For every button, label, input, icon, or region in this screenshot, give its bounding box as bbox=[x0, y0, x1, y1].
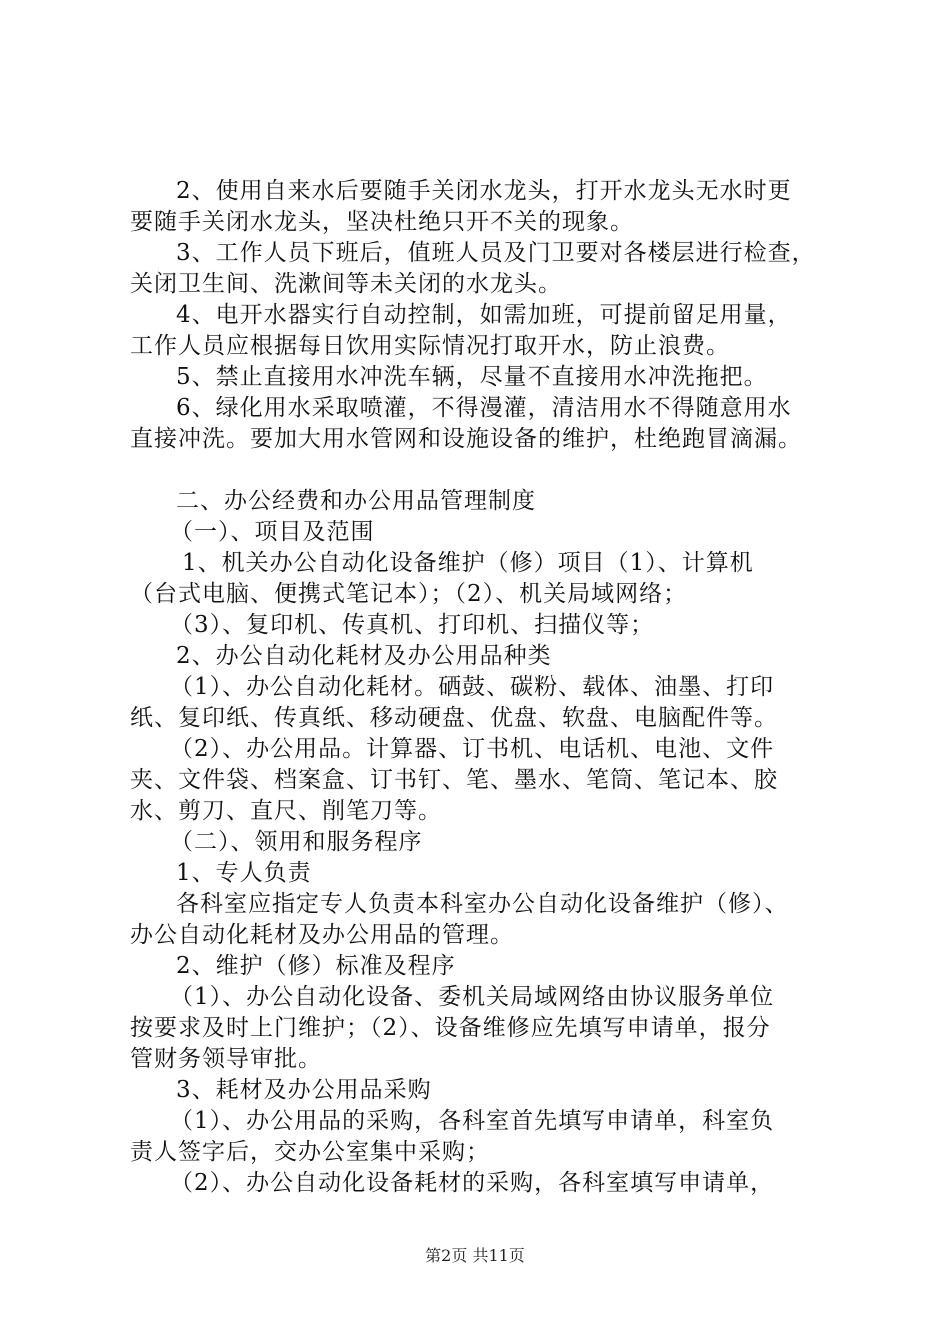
text-line: 2、维护（修）标准及程序 bbox=[176, 953, 456, 979]
text-line: 5、禁止直接用水冲洗车辆，尽量不直接用水冲洗拖把。 bbox=[176, 364, 768, 390]
text-line: （1）、办公自动化设备、委机关局域网络由协议服务单位 bbox=[170, 984, 775, 1010]
text-line: 要随手关闭水龙头，坚决杜绝只开不关的现象。 bbox=[130, 209, 634, 235]
text-line: （台式电脑、便携式笔记本）；（2）、机关局域网络； bbox=[130, 581, 688, 607]
text-line: 责人签字后，交办公室集中采购； bbox=[130, 1139, 490, 1165]
text-line: 各科室应指定专人负责本科室办公自动化设备维护（修）、 bbox=[176, 891, 789, 917]
text-line: 2、办公自动化耗材及办公用品种类 bbox=[176, 643, 552, 669]
subsection-heading: （二）、领用和服务程序 bbox=[170, 829, 423, 855]
text-line: （1）、办公自动化耗材。硒鼓、碳粉、载体、油墨、打印 bbox=[170, 674, 775, 700]
text-line: 工作人员应根据每日饮用实际情况打取开水，防止浪费。 bbox=[130, 333, 730, 359]
text-line: 6、绿化用水采取喷灌，不得漫灌，清洁用水不得随意用水 bbox=[176, 395, 792, 421]
text-line: 管财务领导审批。 bbox=[130, 1046, 322, 1072]
text-line: 纸、复印纸、传真纸、移动硬盘、优盘、软盘、电脑配件等。 bbox=[130, 705, 778, 731]
subsection-heading: （一）、项目及范围 bbox=[170, 519, 375, 545]
text-line: 1、机关办公自动化设备维护（修）项目（1）、计算机 bbox=[182, 550, 754, 576]
text-line: 3、耗材及办公用品采购 bbox=[176, 1077, 432, 1103]
text-line: 水、剪刀、直尺、削笔刀等。 bbox=[130, 798, 442, 824]
text-line: 按要求及时上门维护；（2）、设备维修应先填写申请单，报分 bbox=[130, 1015, 771, 1041]
text-line: 3、工作人员下班后，值班人员及门卫要对各楼层进行检查， bbox=[176, 240, 816, 266]
text-line: 夹、文件袋、档案盒、订书钉、笔、墨水、笔筒、笔记本、胶 bbox=[130, 767, 778, 793]
text-line: 直接冲洗。要加大用水管网和设施设备的维护，杜绝跑冒滴漏。 bbox=[130, 426, 802, 452]
section-heading: 二、办公经费和办公用品管理制度 bbox=[176, 488, 536, 514]
text-line: 关闭卫生间、洗漱间等未关闭的水龙头。 bbox=[130, 271, 562, 297]
text-line: 办公自动化耗材及办公用品的管理。 bbox=[130, 922, 514, 948]
text-line: （1）、办公用品的采购，各科室首先填写申请单，科室负 bbox=[170, 1108, 775, 1134]
text-line: 2、使用自来水后要随手关闭水龙头，打开水龙头无水时更 bbox=[176, 178, 792, 204]
text-line: 1、专人负责 bbox=[176, 860, 312, 886]
text-line: （3）、复印机、传真机、打印机、扫描仪等； bbox=[170, 612, 655, 638]
text-line: （2）、办公用品。计算器、订书机、电话机、电池、文件 bbox=[170, 736, 775, 762]
text-line: 4、电开水器实行自动控制，如需加班，可提前留足用量， bbox=[176, 302, 792, 328]
page-number-footer: 第2页 共11页 bbox=[425, 1246, 525, 1265]
text-line: （2）、办公自动化设备耗材的采购，各科室填写申请单， bbox=[170, 1170, 775, 1196]
